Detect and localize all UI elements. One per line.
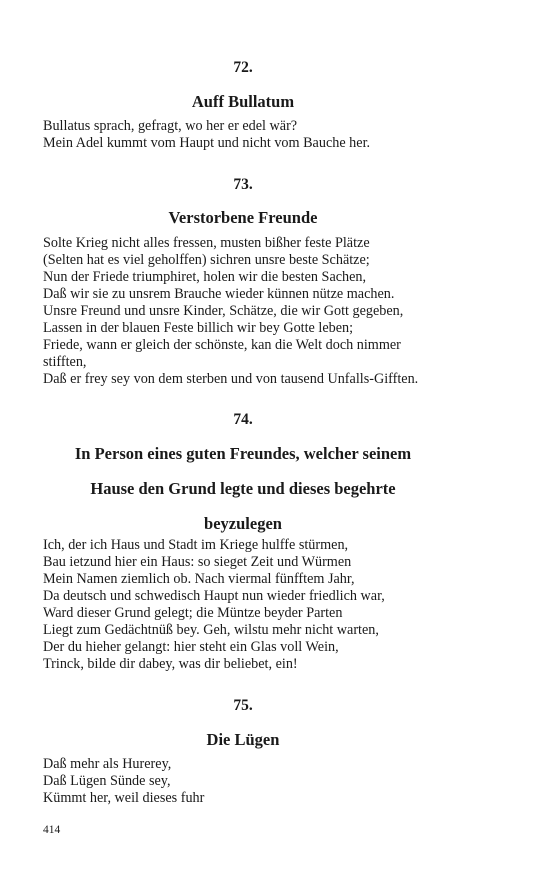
poem-number: 73.: [233, 176, 253, 193]
verse-line: Kümmt her, weil dieses fuhr: [43, 790, 205, 806]
poem-number: 75.: [233, 697, 253, 714]
poem-body: [43, 756, 443, 807]
verse-line: Liegt zum Gedächtnüß bey. Geh, wilstu mehr nicht warten,: [43, 622, 379, 638]
verse-line: Ward dieser Grund gelegt; die Müntze beyder Parten: [43, 605, 343, 621]
verse-line: Lassen in der blauen Feste billich wir bey Gotte leben;: [43, 320, 354, 336]
poem-number: 72.: [233, 59, 253, 76]
verse-line: Unsre Freund und unsre Kinder, Schätze, die wir Gott gegeben,: [43, 303, 404, 319]
poem-title: [43, 444, 443, 549]
verse-line: Nun der Friede triumphiret, holen wir die besten Sachen,: [43, 269, 367, 285]
verse-line: Solte Krieg nicht alles fressen, musten bißher feste Plätze: [43, 235, 370, 251]
verse-line: Der du hieher gelangt: hier steht ein Glas voll Wein,: [43, 639, 339, 655]
verse-line: Bullatus sprach, gefragt, wo her er edel wär?: [43, 118, 298, 134]
verse-line: Trinck, bilde dir dabey, was dir beliebet, ein!: [43, 656, 298, 672]
verse-line: Ich, der ich Haus und Stadt im Kriege hulffe stürmen,: [43, 537, 349, 553]
verse-line: Bau ietzund hier ein Haus: so sieget Zeit und Würmen: [43, 554, 352, 570]
poem-body: [43, 118, 443, 152]
poem-title: Auff Bullatum: [191, 92, 295, 111]
verse-line: Friede, wann er gleich der schönste, kan die Welt doch nimmer: [43, 337, 401, 353]
poem-title: Verstorbene Freunde: [168, 208, 318, 227]
verse-line: Daß Lügen Sünde sey,: [43, 773, 171, 789]
page-number: 414: [43, 824, 61, 836]
verse-line: Daß mehr als Hurerey,: [43, 756, 172, 772]
verse-line: Da deutsch und schwedisch Haupt nun wieder friedlich war,: [43, 588, 385, 604]
poem-body: [43, 537, 443, 673]
poem-title: Die Lügen: [206, 730, 280, 749]
poem-title-line: Hause den Grund legte und dieses begehrte: [90, 479, 396, 498]
poem-title-line: beyzulegen: [204, 514, 282, 533]
poem-title-line: In Person eines guten Freundes, welcher seinem: [74, 444, 412, 463]
verse-line: Daß er frey sey von dem sterben und von tausend Unfalls-Gifften.: [43, 371, 419, 387]
verse-line: Daß wir sie zu unsrem Brauche wieder künnen nütze machen.: [43, 286, 395, 302]
verse-line: Mein Adel kummt vom Haupt und nicht vom Bauche her.: [43, 135, 371, 151]
verse-line: (Selten hat es viel geholffen) sichren unsre beste Schätze;: [43, 252, 370, 268]
poem-body: [43, 235, 443, 388]
poem-number: 74.: [233, 411, 253, 428]
verse-line: Mein Namen ziemlich ob. Nach viermal fünfftem Jahr,: [43, 571, 355, 587]
verse-line: stifften,: [43, 354, 87, 370]
